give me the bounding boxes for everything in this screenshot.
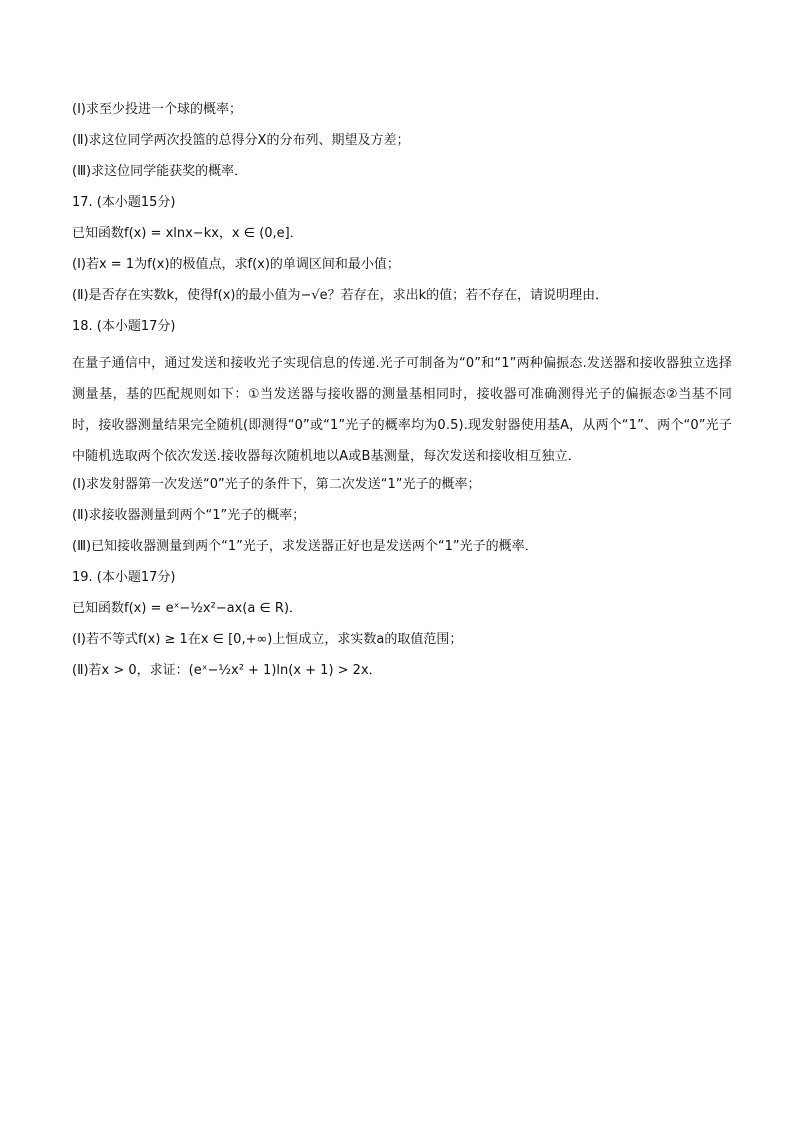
q17-stem: 已知函数f(x) = xlnx−kx，x ∈ (0,e]． (72, 226, 303, 241)
exam-page (72, 100, 732, 692)
q18-stem-block (72, 348, 732, 472)
q16-part1: (Ⅰ)求至少投进一个球的概率； (72, 102, 242, 117)
q18-part2: (Ⅱ)求接收器测量到两个“1”光子的概率； (72, 508, 306, 523)
q17-part1: (Ⅰ)若x = 1为f(x)的极值点，求f(x)的单调区间和最小值； (72, 257, 400, 272)
q19-header: 19. (本小题17分) (72, 570, 176, 585)
q16-part2: (Ⅱ)求这位同学两次投篮的总得分X的分布列、期望及方差； (72, 133, 410, 148)
q17-part2: (Ⅱ)是否存在实数k，使得f(x)的最小值为−√e？若存在，求出k的值；若不存在，请说明理由． (72, 288, 609, 303)
q19-part2: (Ⅱ)若x > 0，求证：(eˣ−½x² + 1)ln(x + 1) > 2x． (72, 663, 382, 678)
q16-part3: (Ⅲ)求这位同学能获奖的概率． (72, 164, 248, 179)
q19-part1: (Ⅰ)若不等式f(x) ≥ 1在x ∈ [0,+∞)上恒成立，求实数a的取值范围； (72, 632, 463, 647)
q18-part1: (Ⅰ)求发射器第一次发送“0”光子的条件下，第二次发送“1”光子的概率； (72, 477, 481, 492)
q17-header: 17. (本小题15分) (72, 195, 176, 210)
q18-stem: 在量子通信中，通过发送和接收光子实现信息的传递.光子可制备为“0”和“1”两种偏振态.发送器和接收器独立选择测量基，基的匹配规则如下：①当发送器与接收器的测量基相同时，接收器可准确测得光子的偏振态②当基不同时，接收器测量结果完全随机(即测得“0”或“1”光子的概率均为0.5).现发射器使用基A，从两个“1”、两个“0”光子中随机选取两个依次发送.接收器每次随机地以A或B基测量，每次发送和接收相互独立． (72, 356, 732, 464)
q19-stem: 已知函数f(x) = eˣ−½x²−ax(a ∈ R)． (72, 601, 303, 616)
q18-header: 18. (本小题17分) (72, 319, 176, 334)
q18-part3: (Ⅲ)已知接收器测量到两个“1”光子，求发送器正好也是发送两个“1”光子的概率． (72, 539, 538, 554)
